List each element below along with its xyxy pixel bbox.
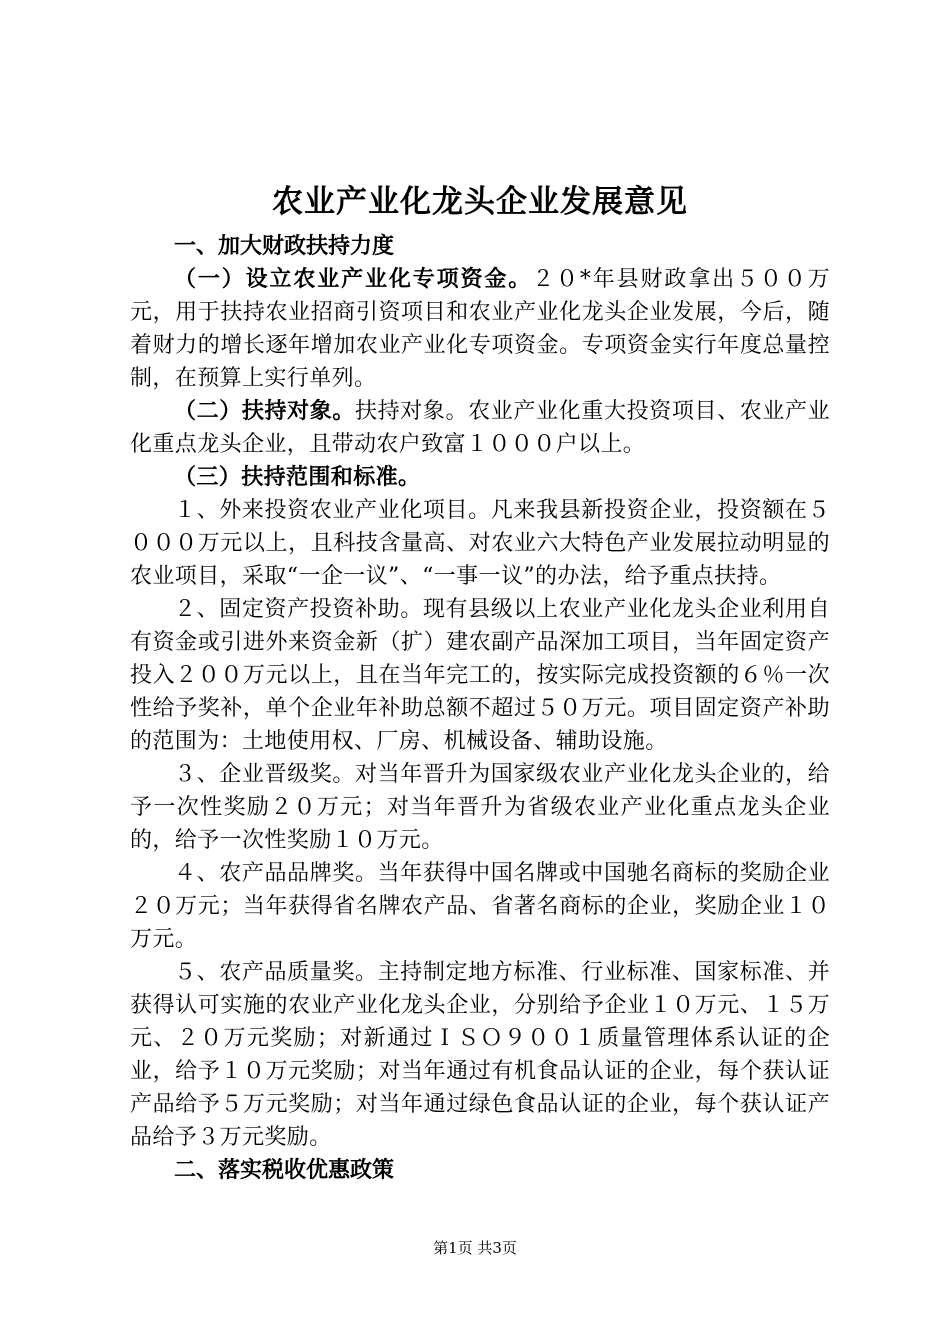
list-item-3: ３、企业晋级奖。对当年晋升为国家级农业产业化龙头企业的，给予一次性奖励２０万元；对当年晋升为省级农业产业化重点龙头企业的，给予一次性奖励１０万元。 (130, 762, 830, 853)
document-title: 农业产业化龙头企业发展意见 (272, 184, 688, 220)
page-footer: 第1页 共3页 (433, 1239, 517, 1257)
list-item-1: １、外来投资农业产业化项目。凡来我县新投资企业，投资额在５０００万元以上，且科技含量高、对农业六大特色产业发展拉动明显的农业项目，采取“一企一议”、“一事一议”的办法，给予重点扶持。 (130, 498, 830, 589)
subsection-title-3: （三）扶持范围和标准。 (174, 465, 421, 490)
paragraph-support-scope (130, 461, 830, 494)
subsection-title-1: （一）设立农业产业化专项资金。 (174, 267, 533, 292)
section-heading-1: 一、加大财政扶持力度 (174, 234, 395, 259)
paragraph-support-target (130, 395, 830, 461)
paragraph-text: ２０*年县财政拿出５００万元，用于扶持农业招商引资项目和农业产业化龙头企业发展，今后，随着财力的增长逐年增加农业产业化专项资金。专项资金实行年度总量控制，在预算上实行单列。 (130, 267, 830, 391)
paragraph-special-fund (130, 263, 830, 395)
document-page (130, 180, 830, 1187)
subsection-title-2: （二）扶持对象。 (174, 399, 356, 424)
list-item-5: ５、农产品质量奖。主持制定地方标准、行业标准、国家标准、并获得认可实施的农业产业化龙头企业，分别给予企业１０万元、１５万元、２０万元奖励；对新通过ＩＳＯ９００１质量管理体系认证的企业，给予１０万元奖励；对当年通过有机食品认证的企业，每个获认证产品给予５万元奖励；对当年通过绿色食品认证的企业，每个获认证产品给予３万元奖励。 (130, 960, 830, 1150)
list-item-4: ４、农产品品牌奖。当年获得中国名牌或中国驰名商标的奖励企业２０万元；当年获得省名牌农产品、省著名商标的企业，奖励企业１０万元。 (130, 861, 830, 952)
section-heading-2: 二、落实税收优惠政策 (174, 1158, 395, 1183)
list-item-2: ２、固定资产投资补助。现有县级以上农业产业化龙头企业利用自有资金或引进外来资金新（扩）建农副产品深加工项目，当年固定资产投入２００万元以上，且在当年完工的，按实际完成投资额的６％一次性给予奖补，单个企业年补助总额不超过５０万元。项目固定资产补助的范围为：土地使用权、厂房、机械设备、辅助设施。 (130, 597, 830, 754)
paragraph-text: 扶持对象。农业产业化重大投资项目、农业产业化重点龙头企业，且带动农户致富１０００户以上。 (130, 399, 830, 457)
